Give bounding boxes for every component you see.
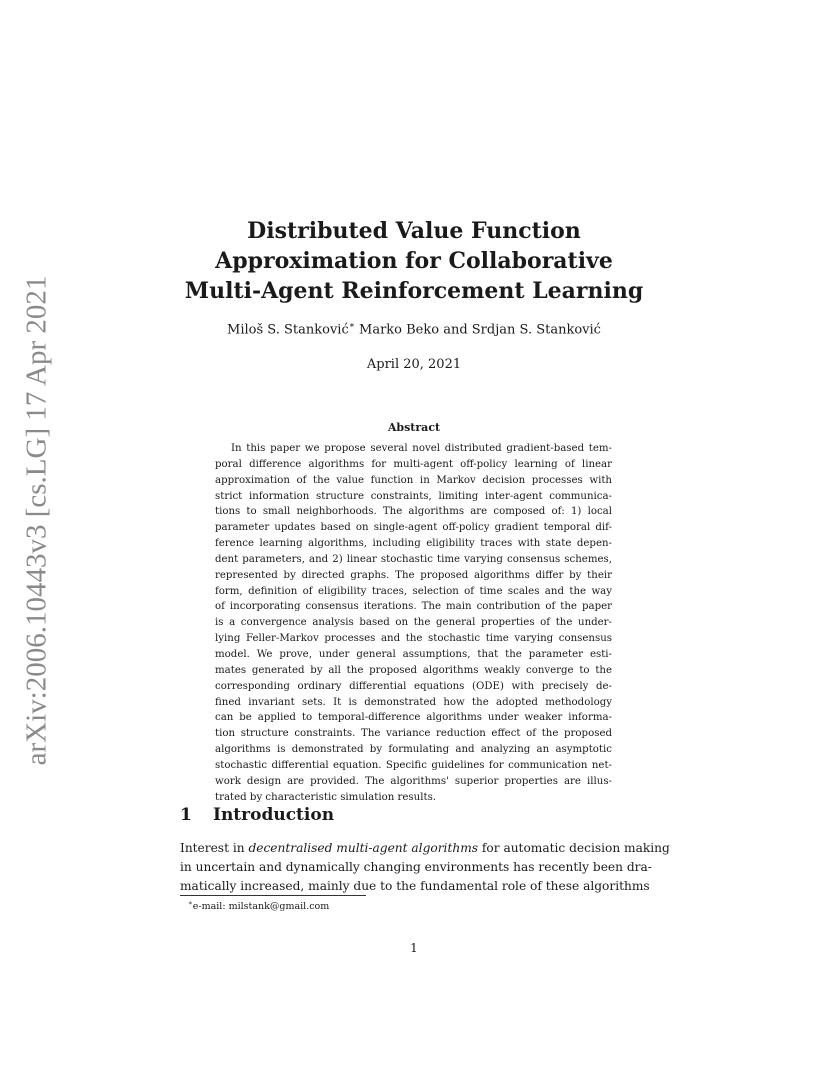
arxiv-identifier-text: arXiv:2006.10443v3 [cs.LG] 17 Apr 2021 bbox=[20, 275, 53, 765]
other-authors: Marko Beko and Srdjan S. Stanković bbox=[354, 322, 601, 338]
abstract-line: dent parameters, and 2) linear stochastic time varying consensus schemes, bbox=[215, 553, 612, 565]
abstract-line: parameter updates based on single-agent off-policy gradient temporal dif- bbox=[215, 522, 612, 534]
section-number: 1 bbox=[180, 805, 192, 825]
abstract-line: corresponding ordinary differential equations (ODE) with precisely de- bbox=[215, 680, 612, 692]
intro-line: matically increased, mainly due to the fundamental role of these algorithms bbox=[180, 879, 650, 893]
author-list bbox=[150, 321, 678, 337]
abstract-line: trated by characteristic simulation results. bbox=[215, 791, 437, 803]
abstract-line: approximation of the value function in Markov decision processes with bbox=[215, 474, 612, 486]
first-author: Miloš S. Stanković bbox=[227, 322, 349, 338]
title-line: Approximation for Collaborative bbox=[215, 248, 613, 274]
intro-line bbox=[180, 839, 670, 858]
abstract-line: stochastic differential equation. Specific guidelines for communication net- bbox=[215, 759, 612, 771]
abstract-line: represented by directed graphs. The proposed algorithms differ by their bbox=[215, 569, 612, 581]
emphasized-term: decentralised multi-agent algorithms bbox=[248, 841, 479, 855]
abstract-heading: Abstract bbox=[387, 421, 441, 434]
abstract-line: In this paper we propose several novel distributed gradient-based tem- bbox=[231, 443, 612, 454]
abstract-line: can be applied to temporal-difference algorithms under weaker informa- bbox=[215, 712, 612, 724]
abstract-body bbox=[215, 441, 612, 805]
abstract-line: algorithms is demonstrated by formulating and analyzing an asymptotic bbox=[215, 744, 612, 756]
abstract-line: of incorporating consensus iterations. The main contribution of the paper bbox=[215, 601, 612, 613]
paper-title bbox=[150, 216, 678, 306]
abstract-line: tions to small neighborhoods. The algorithms are composed of: 1) local bbox=[215, 506, 612, 518]
abstract-line: mates generated by all the proposed algorithms weakly converge to the bbox=[215, 664, 612, 676]
footnote bbox=[188, 899, 329, 912]
abstract-line: work design are provided. The algorithms' superior properties are illus- bbox=[215, 775, 612, 787]
title-line: Multi-Agent Reinforcement Learning bbox=[184, 278, 644, 304]
publication-date: April 20, 2021 bbox=[366, 357, 462, 372]
abstract-line: poral difference algorithms for multi-agent off-policy learning of linear bbox=[215, 458, 612, 470]
intro-line: in uncertain and dynamically changing environments has recently been dra- bbox=[180, 860, 652, 874]
abstract-line: is a convergence analysis based on the general properties of the under- bbox=[215, 617, 612, 629]
abstract-line: ference learning algorithms, including eligibility traces with state depen- bbox=[215, 538, 612, 550]
abstract-line: lying Feller-Markov processes and the stochastic time varying consensus bbox=[215, 633, 612, 645]
section-title: Introduction bbox=[213, 805, 335, 825]
footnote-email[interactable]: e-mail: milstank@gmail.com bbox=[192, 901, 330, 913]
abstract-line: fined invariant sets. It is demonstrated how the adopted methodology bbox=[215, 696, 612, 708]
footnote-mark: ∗ bbox=[188, 899, 193, 907]
section-heading bbox=[180, 805, 334, 825]
abstract-line: tion structure constraints. The variance reduction effect of the proposed bbox=[215, 728, 612, 740]
intro-line-end: for automatic decision making bbox=[478, 841, 670, 855]
author-footnote-mark[interactable]: ∗ bbox=[348, 321, 355, 331]
abstract-line: form, definition of eligibility traces, selection of time scales and the way bbox=[215, 585, 612, 597]
abstract-line: model. We prove, under general assumptions, that the parameter esti- bbox=[215, 648, 612, 660]
intro-line-start: Interest in bbox=[180, 841, 249, 855]
title-line: Distributed Value Function bbox=[247, 218, 581, 244]
page-number: 1 bbox=[410, 941, 418, 955]
introduction-text bbox=[180, 839, 670, 896]
footnote-divider bbox=[180, 895, 366, 896]
abstract-line: strict information structure constraints, limiting inter-agent communica- bbox=[215, 490, 612, 502]
arxiv-identifier-stamp bbox=[17, 270, 57, 770]
